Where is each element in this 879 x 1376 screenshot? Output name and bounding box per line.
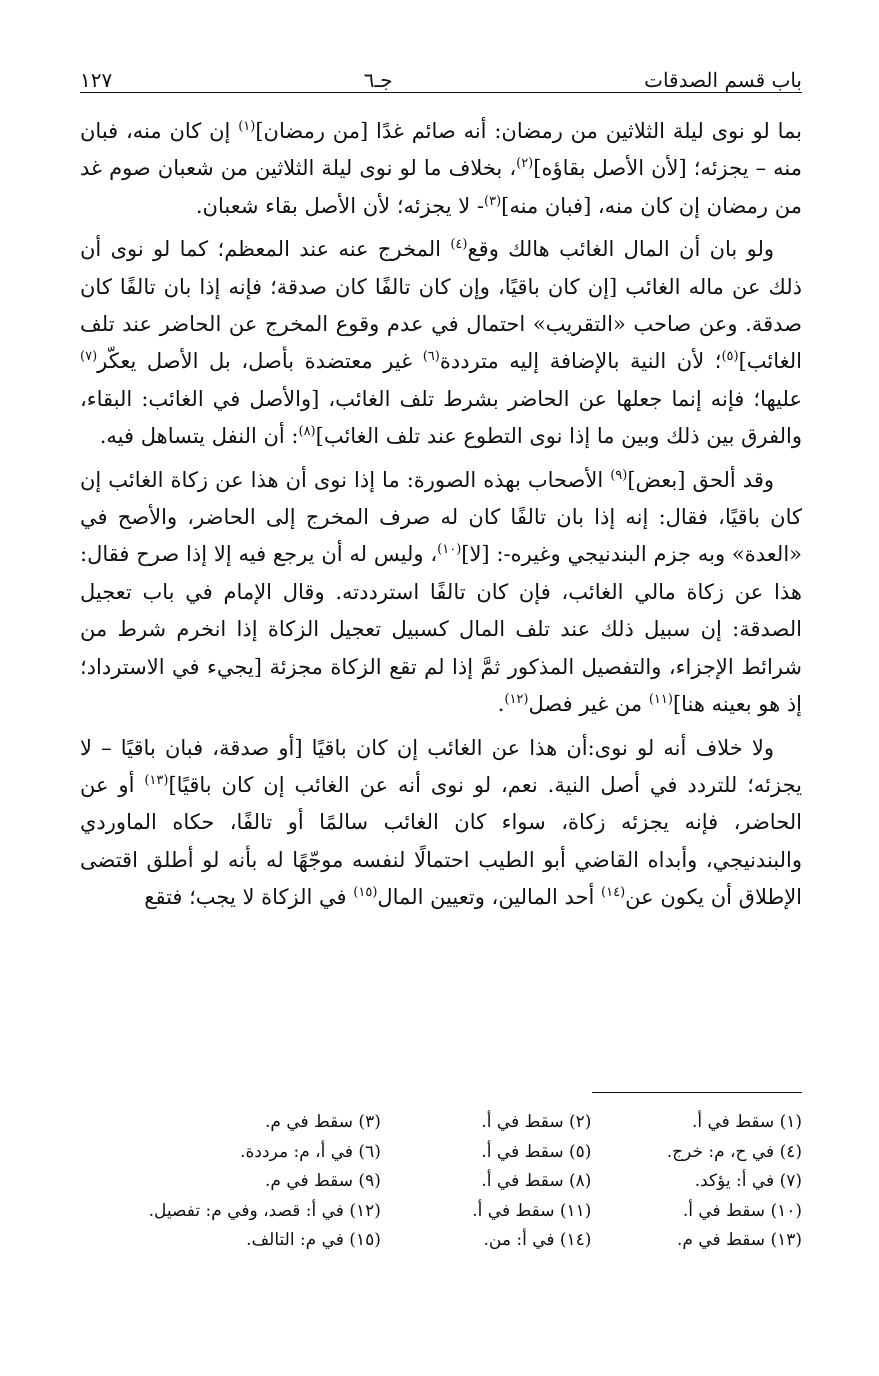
footnote-ref: (٩) (610, 467, 628, 483)
footnote: (١) سقط في أ. (691, 1112, 802, 1132)
footnote-ref: (٥) (721, 349, 739, 365)
paragraph (80, 113, 802, 225)
footnote: (٥) سقط في أ. (481, 1141, 592, 1162)
text-run: إن كان منه، فبان منه – يجزئه؛ [لأن الأصل بقاؤه] (80, 119, 802, 181)
footnote-ref: (١٥) (353, 885, 378, 901)
text-run: - لا يجزئه؛ لأن الأصل بقاء شعبان. (195, 193, 485, 218)
running-header (80, 52, 802, 93)
footnote-ref: (٦) (422, 349, 440, 365)
footnote: (٢) سقط في أ. (481, 1112, 592, 1132)
text-run: في الزكاة لا يجب؛ فتقع (144, 885, 354, 910)
footnote: (١٢) في أ: قصد، وفي م: تفصيل. (148, 1200, 381, 1221)
footnote: (٤) في ح، م: خرج. (666, 1141, 802, 1162)
footnote: (٣) سقط في م. (265, 1112, 381, 1132)
footnote: (٦) في أ، م: مرددة. (240, 1141, 381, 1162)
text-run: أو عن الحاضر، فإنه يجزئه زكاة، سواء كان الغائب سالمًا أو تالفًا، حكاه الماوردي والبندنيجي، وأبداه القاضي أبو الطيب احتمالًا لنفسه موجّهًا له بأنه لو أطلق اقتضى الإطلاق أن يكون عن (80, 772, 802, 910)
main-text (80, 113, 802, 917)
text-run: وقد ألحق [بعض] (627, 467, 774, 492)
text-run: ، وليس له أن يرجع فيه إلا إذا صرح فقال: هذا عن زكاة مالي الغائب، فإن كان تالفًا استرددته. وقال الإمام في باب تعجيل الصدقة: إن سبيل ذلك عند تلف المال كسبيل تعجيل الزكاة إذا انخرم شرط من شرائط الإجزاء، والتفصيل المذكور ثمَّ إذا لم تقع الزكاة مجزئة [يجيء في الاسترداد؛ إذ هو بعينه هنا] (80, 542, 802, 717)
text-run: ولو بان أن المال الغائب هالك وقع (467, 237, 774, 262)
paragraph (80, 231, 802, 455)
footnote-ref: (٨) (298, 424, 316, 440)
footnote-ref: (١٣) (144, 772, 169, 788)
footnote-ref: (٣) (484, 193, 502, 209)
text-run: ، بخلاف ما لو نوى ليلة الثلاثين من شعبان صوم غد من رمضان إن كان منه، [فبان منه] (80, 156, 802, 218)
text-run: بما لو نوى ليلة الثلاثين من رمضان: أنه صائم غدًا [من رمضان] (255, 119, 802, 143)
footnote-ref: (٢) (516, 156, 534, 172)
footnote: (١١) سقط في أ. (472, 1200, 592, 1221)
text-run: غير معتضدة بأصل، بل الأصل يعكّر (97, 349, 423, 374)
footnote-ref: (١١) (648, 692, 673, 708)
footnote: (١٥) في م: التالف. (246, 1230, 381, 1250)
footnote-ref: (٤) (450, 237, 468, 253)
paragraph (80, 730, 802, 917)
text-run: ولا خلاف أنه لو نوى:أن هذا عن الغائب إن كان باقيًا [أو صدقة، فبان باقيًا – لا يجزئه؛ للتردد في أصل النية. نعم، لو نوى أنه عن الغائب إن كان باقيًا] (80, 735, 802, 797)
footnote-divider (592, 1092, 802, 1093)
text-run: أحد المالين، وتعيين المال (377, 885, 602, 910)
text-run: الأصحاب بهذه الصورة: ما إذا نوى أن هذا عن زكاة الغائب إن كان باقيًا، فقال: إنه إذا بان تالفًا كان له صرف المخرج إلى الحاضر، والأصح في «العدة» وبه جزم البندنيجي وغيره-: [لا] (80, 467, 803, 567)
text-run: . (497, 692, 505, 717)
footnote-ref: (١) (238, 119, 256, 134)
chapter-title: باب قسم الصدقات (644, 68, 802, 92)
footnote-ref: (١٤) (601, 885, 626, 901)
footnote: (٩) سقط في م. (265, 1171, 381, 1191)
footnote-ref: (١٢) (504, 692, 529, 708)
text-run: ؛ لأن النية بالإضافة إليه مترددة (439, 349, 722, 374)
footnote: (٨) سقط في أ. (481, 1171, 592, 1191)
volume-label: جـ٦ (363, 68, 393, 92)
paragraph (80, 462, 802, 724)
footnote: (٧) في أ: يؤكد. (694, 1171, 802, 1191)
book-page (80, 52, 803, 1250)
footnote: (١٠) سقط في أ. (682, 1200, 802, 1221)
footnote: (١٤) في أ: من. (483, 1230, 592, 1250)
text-run: عليها؛ فإنه إنما جعلها عن الحاضر بشرط تلف الغائب، [والأصل في الغائب: البقاء، والفرق بين ذلك وبين ما إذا نوى التطوع عند تلف الغائب] (80, 386, 802, 449)
text-run: من غير فصل (528, 692, 649, 717)
text-run: : أن النفل يتساهل فيه. (99, 424, 299, 449)
page-number: ١٢٧ (80, 68, 113, 92)
text-run: المخرج عنه عند المعظم؛ كما لو نوى أن ذلك عن ماله الغائب [إن كان باقيًا، وإن كان تالفًا كان صدقة؛ فإنه إذا بان تالفًا كان صدقة. وعن صاحب «التقريب» احتمال في عدم وقوع المخرج عن الحاضر عند تلف الغائب] (80, 237, 802, 374)
footnote: (١٣) سقط في م. (677, 1230, 802, 1250)
footnotes (80, 1108, 802, 1256)
footnote-ref: (١٠) (437, 542, 462, 558)
footnote-ref: (٧) (80, 349, 98, 365)
